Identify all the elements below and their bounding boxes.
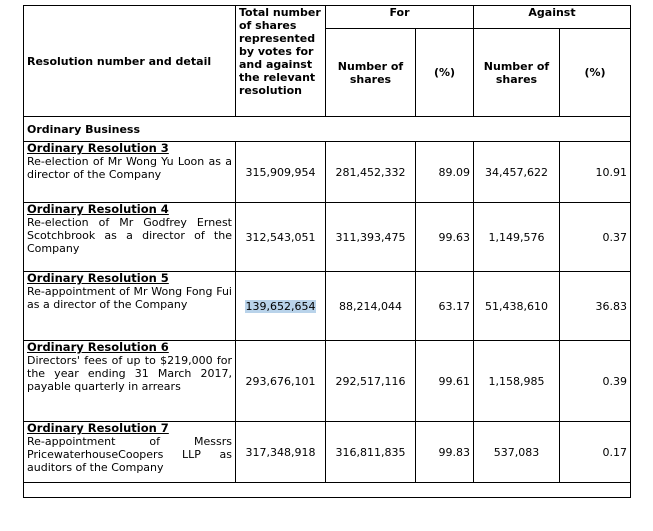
total-shares: 317,348,918 bbox=[236, 422, 326, 483]
header-against-number: Number of shares bbox=[474, 29, 560, 117]
header-against-percent: (%) bbox=[560, 29, 631, 117]
total-shares: 312,543,051 bbox=[236, 203, 326, 272]
header-total-shares: Total number of shares represented by votes for and against the relevant resolution bbox=[236, 6, 326, 117]
total-shares-selected[interactable]: 139,652,654 bbox=[245, 299, 316, 313]
for-shares: 316,811,835 bbox=[326, 422, 416, 483]
resolution-cell bbox=[24, 341, 236, 422]
header-for-number: Number of shares bbox=[326, 29, 416, 117]
for-percent: 89.09 bbox=[416, 142, 474, 203]
resolution-cell bbox=[24, 272, 236, 341]
resolution-cell bbox=[24, 203, 236, 272]
against-percent: 0.37 bbox=[560, 203, 631, 272]
for-percent: 63.17 bbox=[416, 272, 474, 341]
for-shares: 281,452,332 bbox=[326, 142, 416, 203]
header-resolution: Resolution number and detail bbox=[24, 6, 236, 117]
resolution-title: Ordinary Resolution 6 bbox=[27, 340, 169, 354]
against-shares: 51,438,610 bbox=[474, 272, 560, 341]
against-percent: 10.91 bbox=[560, 142, 631, 203]
against-percent: 36.83 bbox=[560, 272, 631, 341]
against-shares: 537,083 bbox=[474, 422, 560, 483]
resolution-cell bbox=[24, 422, 236, 483]
table-row-partial bbox=[24, 483, 631, 498]
header-for-percent: (%) bbox=[416, 29, 474, 117]
resolution-title: Ordinary Resolution 3 bbox=[27, 141, 169, 155]
header-row bbox=[24, 6, 631, 29]
for-percent: 99.83 bbox=[416, 422, 474, 483]
for-shares: 292,517,116 bbox=[326, 341, 416, 422]
section-title: Ordinary Business bbox=[24, 117, 631, 142]
for-shares: 88,214,044 bbox=[326, 272, 416, 341]
section-row bbox=[24, 117, 631, 142]
header-for: For bbox=[326, 6, 474, 29]
resolution-title: Ordinary Resolution 4 bbox=[27, 202, 169, 216]
against-shares: 1,158,985 bbox=[474, 341, 560, 422]
for-percent: 99.63 bbox=[416, 203, 474, 272]
table-row bbox=[24, 272, 631, 341]
header-against: Against bbox=[474, 6, 631, 29]
for-percent: 99.61 bbox=[416, 341, 474, 422]
against-shares: 1,149,576 bbox=[474, 203, 560, 272]
against-percent: 0.39 bbox=[560, 341, 631, 422]
resolution-description: Directors' fees of up to $219,000 for the year ending 31 March 2017, payable quarterly in arrears bbox=[27, 354, 232, 393]
resolution-cell bbox=[24, 142, 236, 203]
against-shares: 34,457,622 bbox=[474, 142, 560, 203]
resolution-description: Re-election of Mr Wong Yu Loon as a director of the Company bbox=[27, 155, 232, 181]
table-row bbox=[24, 341, 631, 422]
next-row-edge bbox=[24, 483, 631, 498]
resolution-description: Re-election of Mr Godfrey Ernest Scotchbrook as a director of the Company bbox=[27, 216, 232, 255]
resolution-title: Ordinary Resolution 5 bbox=[27, 271, 169, 285]
total-shares-cell bbox=[236, 272, 326, 341]
resolution-description: Re-appointment of Mr Wong Fong Fui as a director of the Company bbox=[27, 285, 232, 311]
resolution-title: Ordinary Resolution 7 bbox=[27, 421, 169, 435]
total-shares: 315,909,954 bbox=[236, 142, 326, 203]
against-percent: 0.17 bbox=[560, 422, 631, 483]
for-shares: 311,393,475 bbox=[326, 203, 416, 272]
voting-results-table bbox=[23, 5, 631, 498]
table-row bbox=[24, 142, 631, 203]
total-shares: 293,676,101 bbox=[236, 341, 326, 422]
table-row bbox=[24, 422, 631, 483]
resolution-description: Re-appointment of Messrs PricewaterhouseCoopers LLP as auditors of the Company bbox=[27, 435, 232, 474]
table-row bbox=[24, 203, 631, 272]
